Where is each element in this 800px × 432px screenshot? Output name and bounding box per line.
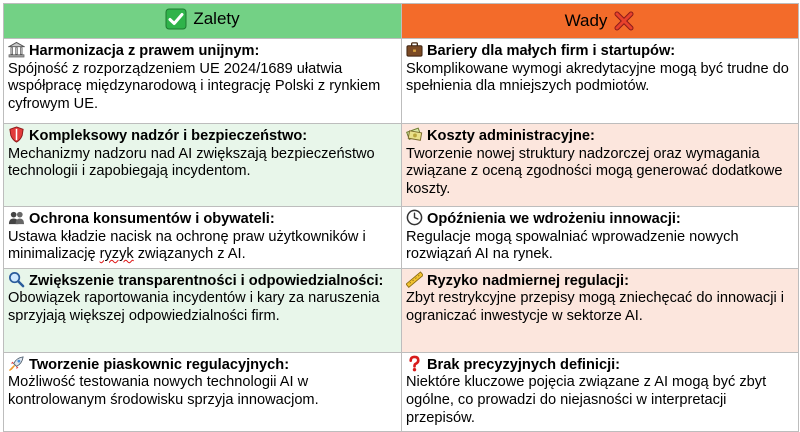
pro-text-c: związanych z AI. [133, 246, 246, 263]
money-icon [406, 126, 423, 143]
cross-mark-icon [613, 10, 635, 32]
pro-title: Ochrona konsumentów i obywateli: [29, 211, 275, 227]
table-row [4, 39, 799, 124]
pro-cell [4, 268, 402, 352]
con-title: Koszty administracyjne: [427, 128, 595, 144]
con-title: Brak precyzyjnych definicji: [427, 356, 621, 373]
pro-text: Spójność z rozporządzeniem UE 2024/1689 ułatwia współpracę międzynarodową i integrację Polski z rynkiem cyfrowym UE. [8, 60, 381, 112]
ruler-icon [406, 271, 423, 288]
clock-icon [406, 209, 423, 226]
pro-text: Obowiązek raportowania incydentów i kary za naruszenia sprzyjają większej odpowiedzialności firm. [8, 290, 380, 324]
con-text: Tworzenie nowej struktury nadzorczej oraz wymagania związane z oceną zgodności mogą generować dodatkowe koszty. [406, 145, 783, 197]
con-text: Niektóre kluczowe pojęcia związane z AI mogą być zbyt ogólne, co prowadzi do niejasności w interpretacji przepisów. [406, 374, 767, 426]
pro-cell [4, 124, 402, 207]
con-cell [402, 207, 799, 269]
con-title: Opóźnienia we wdrożeniu innowacji: [427, 211, 681, 227]
header-row [4, 4, 799, 39]
rocket-icon [8, 355, 25, 372]
people-icon [8, 209, 25, 226]
con-cell [402, 39, 799, 124]
con-text: Zbyt restrykcyjne przepisy mogą zniechęcać do innowacji i ograniczać inwestycje w sektorze AI. [406, 290, 784, 324]
con-text: Skomplikowane wymogi akredytacyjne mogą być trudne do spełnienia dla mniejszych podmiotów. [406, 60, 789, 95]
con-text: Regulacje mogą spowalniać wprowadzenie nowych rozwiązań AI na rynek. [406, 228, 739, 263]
pros-header-label: Zalety [193, 8, 240, 28]
bank-icon [8, 41, 25, 58]
pros-header [4, 4, 402, 39]
pro-text [8, 229, 397, 264]
pro-cell [4, 207, 402, 269]
pro-title: Zwiększenie transparentności i odpowiedzialności: [29, 272, 384, 289]
cons-header-label: Wady [564, 11, 608, 30]
con-cell [402, 352, 799, 431]
magnifier-icon [8, 271, 25, 288]
pro-title: Tworzenie piaskownic regulacyjnych: [29, 356, 290, 373]
check-mark-icon [165, 8, 187, 30]
pro-text-flagged-word: ryzyk [99, 246, 134, 263]
pro-text-a: Ustawa kładzie nacisk na ochronę praw użytkowników i minimalizację [8, 228, 366, 263]
table-row [4, 268, 799, 352]
con-cell [402, 124, 799, 207]
pro-title: Kompleksowy nadzór i bezpieczeństwo: [29, 128, 308, 144]
cons-header [402, 4, 799, 39]
table-row [4, 124, 799, 207]
con-cell [402, 268, 799, 352]
con-title: Bariery dla małych firm i startupów: [427, 43, 676, 59]
pro-text: Mechanizmy nadzoru nad AI zwiększają bezpieczeństwo technologii i zapobiegają incydentom. [8, 145, 375, 180]
pro-text: Możliwość testowania nowych technologii AI w kontrolowanym środowisku sprzyja innowacjom. [8, 374, 319, 408]
pros-cons-table [3, 3, 799, 432]
table-row [4, 352, 799, 431]
shield-icon [8, 126, 25, 143]
pro-cell [4, 352, 402, 431]
pro-title: Harmonizacja z prawem unijnym: [29, 43, 260, 59]
con-title: Ryzyko nadmiernej regulacji: [427, 272, 629, 289]
table-row [4, 207, 799, 269]
briefcase-icon [406, 41, 423, 58]
pro-cell [4, 39, 402, 124]
question-mark-icon [406, 355, 423, 372]
